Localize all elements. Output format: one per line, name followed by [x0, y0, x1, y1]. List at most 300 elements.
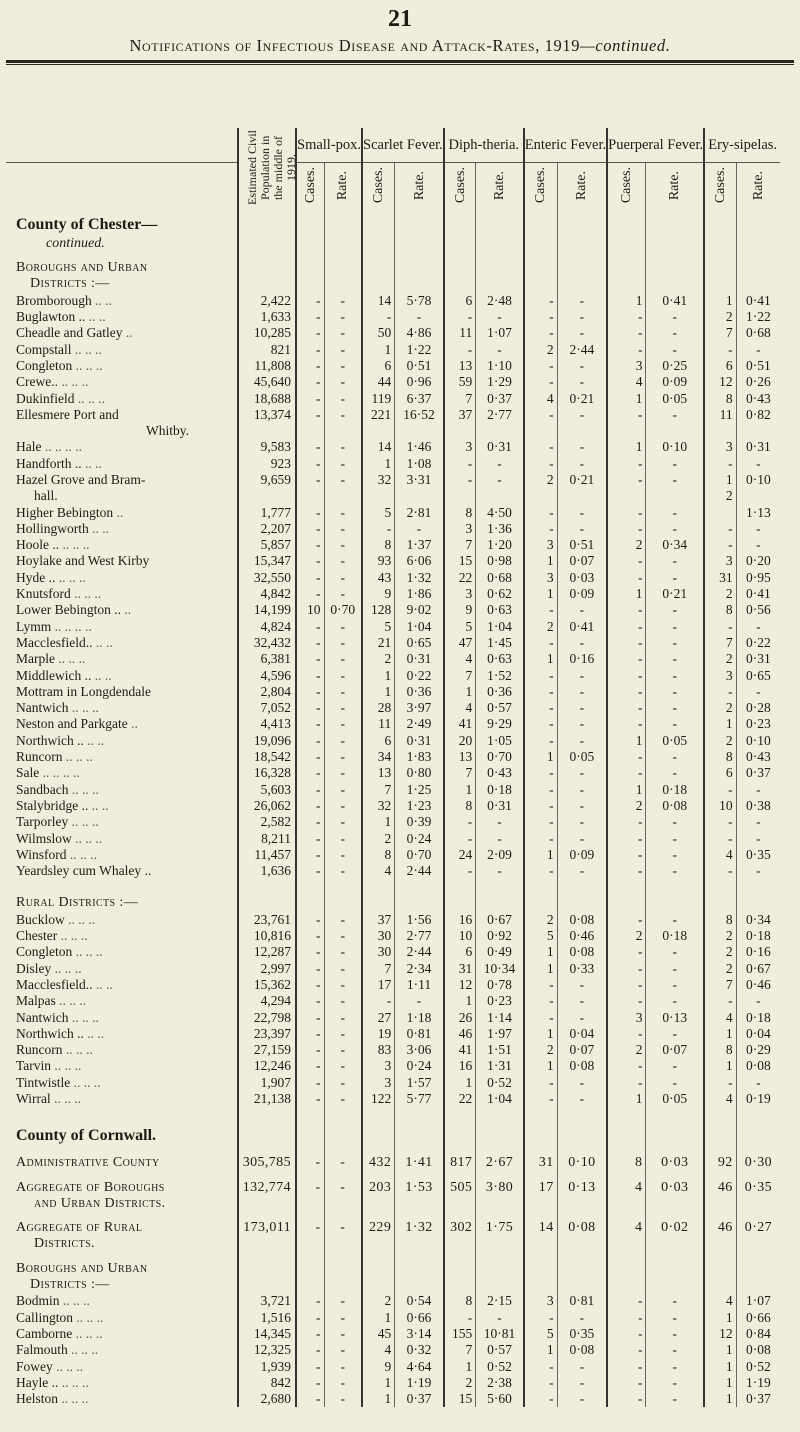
rate-value: 1·10: [476, 358, 524, 374]
empty-cell: [646, 1147, 704, 1155]
rate-value: -: [324, 309, 362, 325]
empty-cell: [646, 488, 704, 504]
empty-cell: [324, 879, 362, 895]
rate-value: 0·43: [736, 749, 780, 765]
rate-value: -: [557, 358, 607, 374]
rate-value: 1·51: [476, 1042, 524, 1058]
rate-value: -: [557, 1358, 607, 1374]
cases-value: -: [524, 1310, 557, 1326]
district-row: [6, 993, 780, 1009]
empty-cell: [444, 212, 476, 236]
cases-value: -: [296, 374, 324, 390]
cases-value: -: [296, 912, 324, 928]
continuation-row: [6, 1196, 780, 1212]
rate-value: 0·22: [395, 667, 444, 683]
empty-cell: [395, 879, 444, 895]
estimated-population: 45,640: [238, 374, 296, 390]
district-name-cell: [6, 325, 238, 341]
district-row: [6, 1042, 780, 1058]
rate-value: 0·67: [736, 960, 780, 976]
cases-value: -: [704, 341, 736, 357]
cases-value: 5: [524, 1326, 557, 1342]
attack-rates-table: [6, 128, 780, 1407]
empty-cell: [736, 1236, 780, 1252]
cases-value: 4: [704, 1009, 736, 1025]
rate-value: 0·57: [476, 1342, 524, 1358]
cases-value: 2: [607, 798, 646, 814]
cases-value: -: [607, 749, 646, 765]
empty-cell: [607, 212, 646, 236]
spacer: [6, 1107, 238, 1123]
cases-value: 4: [444, 651, 476, 667]
cases-value: -: [607, 944, 646, 960]
section-heading-row: [6, 260, 780, 276]
empty-cell: [646, 423, 704, 439]
cases-value: 1: [704, 716, 736, 732]
rate-value: 0·39: [395, 814, 444, 830]
cases-value: 14: [524, 1220, 557, 1236]
rate-value: -: [476, 456, 524, 472]
empty-cell: [524, 1277, 557, 1293]
cases-value: 6: [704, 358, 736, 374]
subheader-cases-label: Cases.: [712, 167, 728, 204]
rate-value: -: [324, 1375, 362, 1391]
district-name: Aggregate of Boroughs: [16, 1179, 165, 1195]
aggregate-row: [6, 1220, 780, 1236]
rate-value: 0·08: [557, 1220, 607, 1236]
cases-value: 302: [444, 1220, 476, 1236]
rate-value: -: [324, 830, 362, 846]
section-heading: Boroughs and Urban: [16, 260, 148, 276]
spacer: [6, 252, 238, 260]
rate-value: 10·34: [476, 960, 524, 976]
rate-value: 1·46: [395, 439, 444, 455]
subheader-cases: [296, 163, 324, 212]
cases-value: 3: [362, 1075, 395, 1091]
district-name: Fowey: [16, 1358, 53, 1374]
rate-value: 0·28: [736, 700, 780, 716]
cases-value: 7: [362, 960, 395, 976]
rate-value: 0·18: [736, 928, 780, 944]
cases-value: -: [524, 863, 557, 879]
cases-value: -: [524, 700, 557, 716]
cases-value: 1: [704, 1375, 736, 1391]
rate-value: 0·16: [736, 944, 780, 960]
cases-value: 1: [704, 1058, 736, 1074]
cases-value: 31: [704, 570, 736, 586]
cases-value: -: [296, 504, 324, 520]
cases-value: 1: [362, 814, 395, 830]
leader-dots: ..: [120, 602, 132, 618]
cases-value: -: [444, 309, 476, 325]
leader-dots: .. .. ..: [72, 1325, 103, 1341]
cases-value: 22: [444, 570, 476, 586]
empty-cell: [607, 1123, 646, 1147]
rate-value: 0·80: [395, 765, 444, 781]
cases-value: -: [296, 798, 324, 814]
empty-cell: [238, 1253, 296, 1261]
empty-cell: [646, 1261, 704, 1277]
subheader-rate-label: Rate.: [492, 170, 508, 200]
subheader-rate: [736, 163, 780, 212]
cases-value: 1: [607, 586, 646, 602]
running-title-main: Notifications of Infectious Disease and Attack-Rates, 1919: [129, 36, 581, 55]
cases-value: 1: [362, 341, 395, 357]
rate-value: -: [324, 847, 362, 863]
empty-cell: [736, 423, 780, 439]
rate-value: -: [646, 619, 704, 635]
district-name-cell: [6, 374, 238, 390]
cases-value: -: [524, 325, 557, 341]
cases-value: 2: [524, 912, 557, 928]
district-name-cell: [6, 456, 238, 472]
empty-cell: [736, 879, 780, 895]
subheader-rate-label: Rate.: [667, 170, 683, 200]
estimated-population: 16,328: [238, 765, 296, 781]
subheader-cases-label: Cases.: [619, 167, 635, 204]
cases-value: -: [296, 341, 324, 357]
district-row: [6, 765, 780, 781]
rate-value: 1·22: [736, 309, 780, 325]
district-name: Bodmin: [16, 1293, 60, 1309]
rate-value: 2·34: [395, 960, 444, 976]
spacer: [6, 1212, 238, 1220]
district-name-cell: [6, 684, 238, 700]
cases-value: 1: [524, 847, 557, 863]
estimated-population: 1,907: [238, 1075, 296, 1091]
empty-cell: [646, 236, 704, 252]
cases-value: -: [296, 1375, 324, 1391]
rate-value: 0·31: [395, 651, 444, 667]
cases-value: 46: [704, 1179, 736, 1195]
cases-value: 19: [362, 1026, 395, 1042]
cases-value: -: [296, 928, 324, 944]
leader-dots: .. .. ..: [51, 960, 82, 976]
rate-value: 0·10: [557, 1155, 607, 1171]
empty-cell: [704, 1147, 736, 1155]
rate-value: -: [557, 733, 607, 749]
rate-value: -: [646, 830, 704, 846]
cases-value: 7: [362, 782, 395, 798]
cases-value: 1: [704, 1026, 736, 1042]
rate-value: -: [557, 407, 607, 423]
cases-value: 2: [607, 928, 646, 944]
cases-value: -: [607, 1358, 646, 1374]
rate-value: -: [646, 1391, 704, 1407]
rate-value: 0·41: [557, 619, 607, 635]
leader-dots: .. .. ..: [71, 341, 102, 357]
cases-value: 119: [362, 390, 395, 406]
cases-value: -: [607, 863, 646, 879]
district-name-cell: [6, 960, 238, 976]
leader-dots: ..: [113, 504, 124, 520]
rate-value: 1·45: [476, 635, 524, 651]
cases-value: -: [607, 1326, 646, 1342]
cases-value: 32: [362, 798, 395, 814]
cases-value: -: [704, 619, 736, 635]
empty-cell: [557, 1261, 607, 1277]
empty-cell: [524, 423, 557, 439]
estimated-population: 14,345: [238, 1326, 296, 1342]
subheader-cases: [607, 163, 646, 212]
district-name-continued: and Urban Districts.: [34, 1195, 166, 1211]
rate-value: 0·04: [557, 1026, 607, 1042]
rate-value: 2·67: [476, 1155, 524, 1171]
district-name-cell: [6, 651, 238, 667]
district-row: [6, 912, 780, 928]
empty-cell: [296, 260, 324, 276]
estimated-population: 14,199: [238, 602, 296, 618]
empty-cell: [704, 1253, 736, 1261]
empty-cell: [238, 1147, 296, 1155]
cases-value: -: [296, 537, 324, 553]
cases-value: -: [607, 602, 646, 618]
cases-value: -: [296, 716, 324, 732]
county-heading: County of Cornwall.: [16, 1127, 157, 1145]
district-row: [6, 504, 780, 520]
empty-cell: [296, 1261, 324, 1277]
cases-value: 10: [444, 928, 476, 944]
rate-value: 0·24: [395, 1058, 444, 1074]
cases-value: 1: [362, 684, 395, 700]
rate-value: 0·34: [736, 912, 780, 928]
empty-cell: [324, 423, 362, 439]
rate-value: -: [646, 944, 704, 960]
page-number: 21: [388, 6, 412, 32]
empty-cell: [362, 260, 395, 276]
rate-value: 0·08: [736, 1058, 780, 1074]
rate-value: -: [324, 358, 362, 374]
cases-value: -: [607, 716, 646, 732]
cases-value: 28: [362, 700, 395, 716]
rate-value: 0·81: [395, 1026, 444, 1042]
cases-value: -: [524, 798, 557, 814]
cases-value: 34: [362, 749, 395, 765]
cases-value: 7: [704, 635, 736, 651]
rate-value: -: [646, 472, 704, 488]
district-name-cell: [6, 749, 238, 765]
cases-value: 16: [444, 912, 476, 928]
rate-value: -: [557, 814, 607, 830]
rate-value: -: [557, 684, 607, 700]
cases-value: 1: [524, 553, 557, 569]
cases-value: -: [296, 700, 324, 716]
leader-dots: .. .. ..: [72, 944, 103, 960]
spacer-row: [6, 879, 780, 895]
cases-value: 13: [444, 358, 476, 374]
rate-value: 0·03: [557, 570, 607, 586]
cases-value: 122: [362, 1091, 395, 1107]
cases-value: -: [296, 749, 324, 765]
cases-value: 7: [444, 765, 476, 781]
cases-value: 37: [444, 407, 476, 423]
cases-value: -: [296, 667, 324, 683]
cases-value: -: [524, 293, 557, 309]
cases-value: -: [607, 960, 646, 976]
leader-dots: .. ..: [88, 520, 109, 536]
empty-cell: [395, 260, 444, 276]
leader-dots: .. ..: [85, 309, 106, 325]
cases-value: 1: [362, 456, 395, 472]
rate-value: 0·03: [646, 1179, 704, 1195]
cases-value: -: [704, 1075, 736, 1091]
est-population-header: [238, 128, 296, 212]
rate-value: -: [557, 602, 607, 618]
cases-value: -: [607, 1391, 646, 1407]
cases-value: 2: [704, 488, 736, 504]
rate-value: 0·33: [557, 960, 607, 976]
rate-value: -: [646, 504, 704, 520]
cases-value: 3: [444, 439, 476, 455]
section-heading-row: [6, 1277, 780, 1293]
rate-value: 2·15: [476, 1293, 524, 1309]
rate-value: 1·75: [476, 1220, 524, 1236]
empty-cell: [736, 1253, 780, 1261]
district-name-cell: [6, 1091, 238, 1107]
district-name: Yeardsley cum Whaley ..: [16, 863, 152, 879]
district-row: [6, 684, 780, 700]
rate-value: -: [324, 765, 362, 781]
rate-value: 9·29: [476, 716, 524, 732]
cases-value: 41: [444, 1042, 476, 1058]
district-name: Runcorn: [16, 749, 63, 765]
cases-value: 3: [607, 358, 646, 374]
district-name-cell: [6, 1375, 238, 1391]
estimated-population: 13,374: [238, 407, 296, 423]
cases-value: 1: [444, 1358, 476, 1374]
empty-cell: [704, 879, 736, 895]
rate-value: 0·08: [557, 1342, 607, 1358]
rate-value: -: [557, 1375, 607, 1391]
rate-value: 0·27: [736, 1220, 780, 1236]
cases-value: 3: [607, 1009, 646, 1025]
cases-value: 12: [704, 1326, 736, 1342]
empty-cell: [557, 252, 607, 260]
empty-cell: [296, 423, 324, 439]
top-rule-thin: [6, 64, 794, 65]
cases-value: 8: [444, 1293, 476, 1309]
cases-value: 5: [362, 619, 395, 635]
empty-cell: [704, 276, 736, 292]
rate-value: 3·97: [395, 700, 444, 716]
cases-value: -: [296, 619, 324, 635]
cases-value: -: [607, 912, 646, 928]
cases-value: -: [607, 635, 646, 651]
rate-value: -: [646, 1075, 704, 1091]
empty-cell: [362, 1147, 395, 1155]
cases-value: -: [296, 1009, 324, 1025]
district-name-cell: [6, 667, 238, 683]
cases-value: -: [296, 993, 324, 1009]
empty-cell: [362, 1253, 395, 1261]
cases-value: 17: [362, 977, 395, 993]
district-row: [6, 928, 780, 944]
cases-value: 1: [607, 733, 646, 749]
district-name-cell: [6, 293, 238, 309]
empty-cell: [324, 260, 362, 276]
district-name-cell: [6, 1293, 238, 1309]
rate-value: -: [324, 1075, 362, 1091]
rate-value: 0·09: [557, 847, 607, 863]
rate-value: -: [324, 912, 362, 928]
rate-value: -: [324, 1358, 362, 1374]
cases-value: -: [524, 830, 557, 846]
rate-value: 0·05: [646, 390, 704, 406]
estimated-population: 10,285: [238, 325, 296, 341]
cases-value: 2: [362, 830, 395, 846]
empty-cell: [362, 488, 395, 504]
cases-value: 6: [362, 733, 395, 749]
rate-value: 0·36: [395, 684, 444, 700]
cases-value: 2: [362, 1293, 395, 1309]
district-name-cell: [6, 1155, 238, 1171]
cases-value: -: [524, 993, 557, 1009]
rate-value: 0·37: [476, 390, 524, 406]
district-name-cell: [6, 928, 238, 944]
empty-cell: [362, 1277, 395, 1293]
empty-cell: [395, 1236, 444, 1252]
blank-subheader: [6, 163, 238, 212]
district-row: [6, 456, 780, 472]
rate-value: -: [646, 765, 704, 781]
cases-value: 11: [362, 716, 395, 732]
spacer: [6, 1253, 238, 1261]
empty-cell: [557, 1236, 607, 1252]
cases-value: 31: [524, 1155, 557, 1171]
district-name-cell: [6, 814, 238, 830]
rate-value: 0·08: [557, 1058, 607, 1074]
empty-cell: [646, 252, 704, 260]
rate-value: 0·70: [395, 847, 444, 863]
district-row: [6, 977, 780, 993]
empty-cell: [238, 1171, 296, 1179]
cases-value: 1: [444, 782, 476, 798]
district-name-cell: [6, 1026, 238, 1042]
rate-value: -: [476, 863, 524, 879]
empty-cell: [524, 1123, 557, 1147]
rate-value: 3·14: [395, 1326, 444, 1342]
cases-value: -: [704, 456, 736, 472]
rate-value: -: [324, 537, 362, 553]
empty-cell: [296, 488, 324, 504]
rate-value: 1·29: [476, 374, 524, 390]
rate-value: -: [646, 1293, 704, 1309]
rate-value: 0·63: [476, 651, 524, 667]
empty-cell: [362, 895, 395, 911]
district-name: Hayle ..: [16, 1374, 59, 1390]
empty-cell: [476, 895, 524, 911]
rate-value: -: [324, 814, 362, 830]
empty-cell: [524, 1171, 557, 1179]
rate-value: 1·18: [395, 1009, 444, 1025]
empty-cell: [557, 1147, 607, 1155]
section-heading: Districts :—: [30, 276, 110, 292]
rate-value: -: [324, 504, 362, 520]
district-row: [6, 1009, 780, 1025]
rate-value: 5·78: [395, 293, 444, 309]
cases-value: -: [524, 521, 557, 537]
cases-value: -: [607, 667, 646, 683]
rate-value: 2·49: [395, 716, 444, 732]
empty-cell: [524, 276, 557, 292]
rate-value: -: [324, 700, 362, 716]
rate-value: -: [324, 472, 362, 488]
rate-value: 0·34: [646, 537, 704, 553]
district-name-cell: [6, 1342, 238, 1358]
rate-value: 0·62: [476, 586, 524, 602]
cases-value: -: [296, 782, 324, 798]
rate-value: 1·04: [476, 1091, 524, 1107]
